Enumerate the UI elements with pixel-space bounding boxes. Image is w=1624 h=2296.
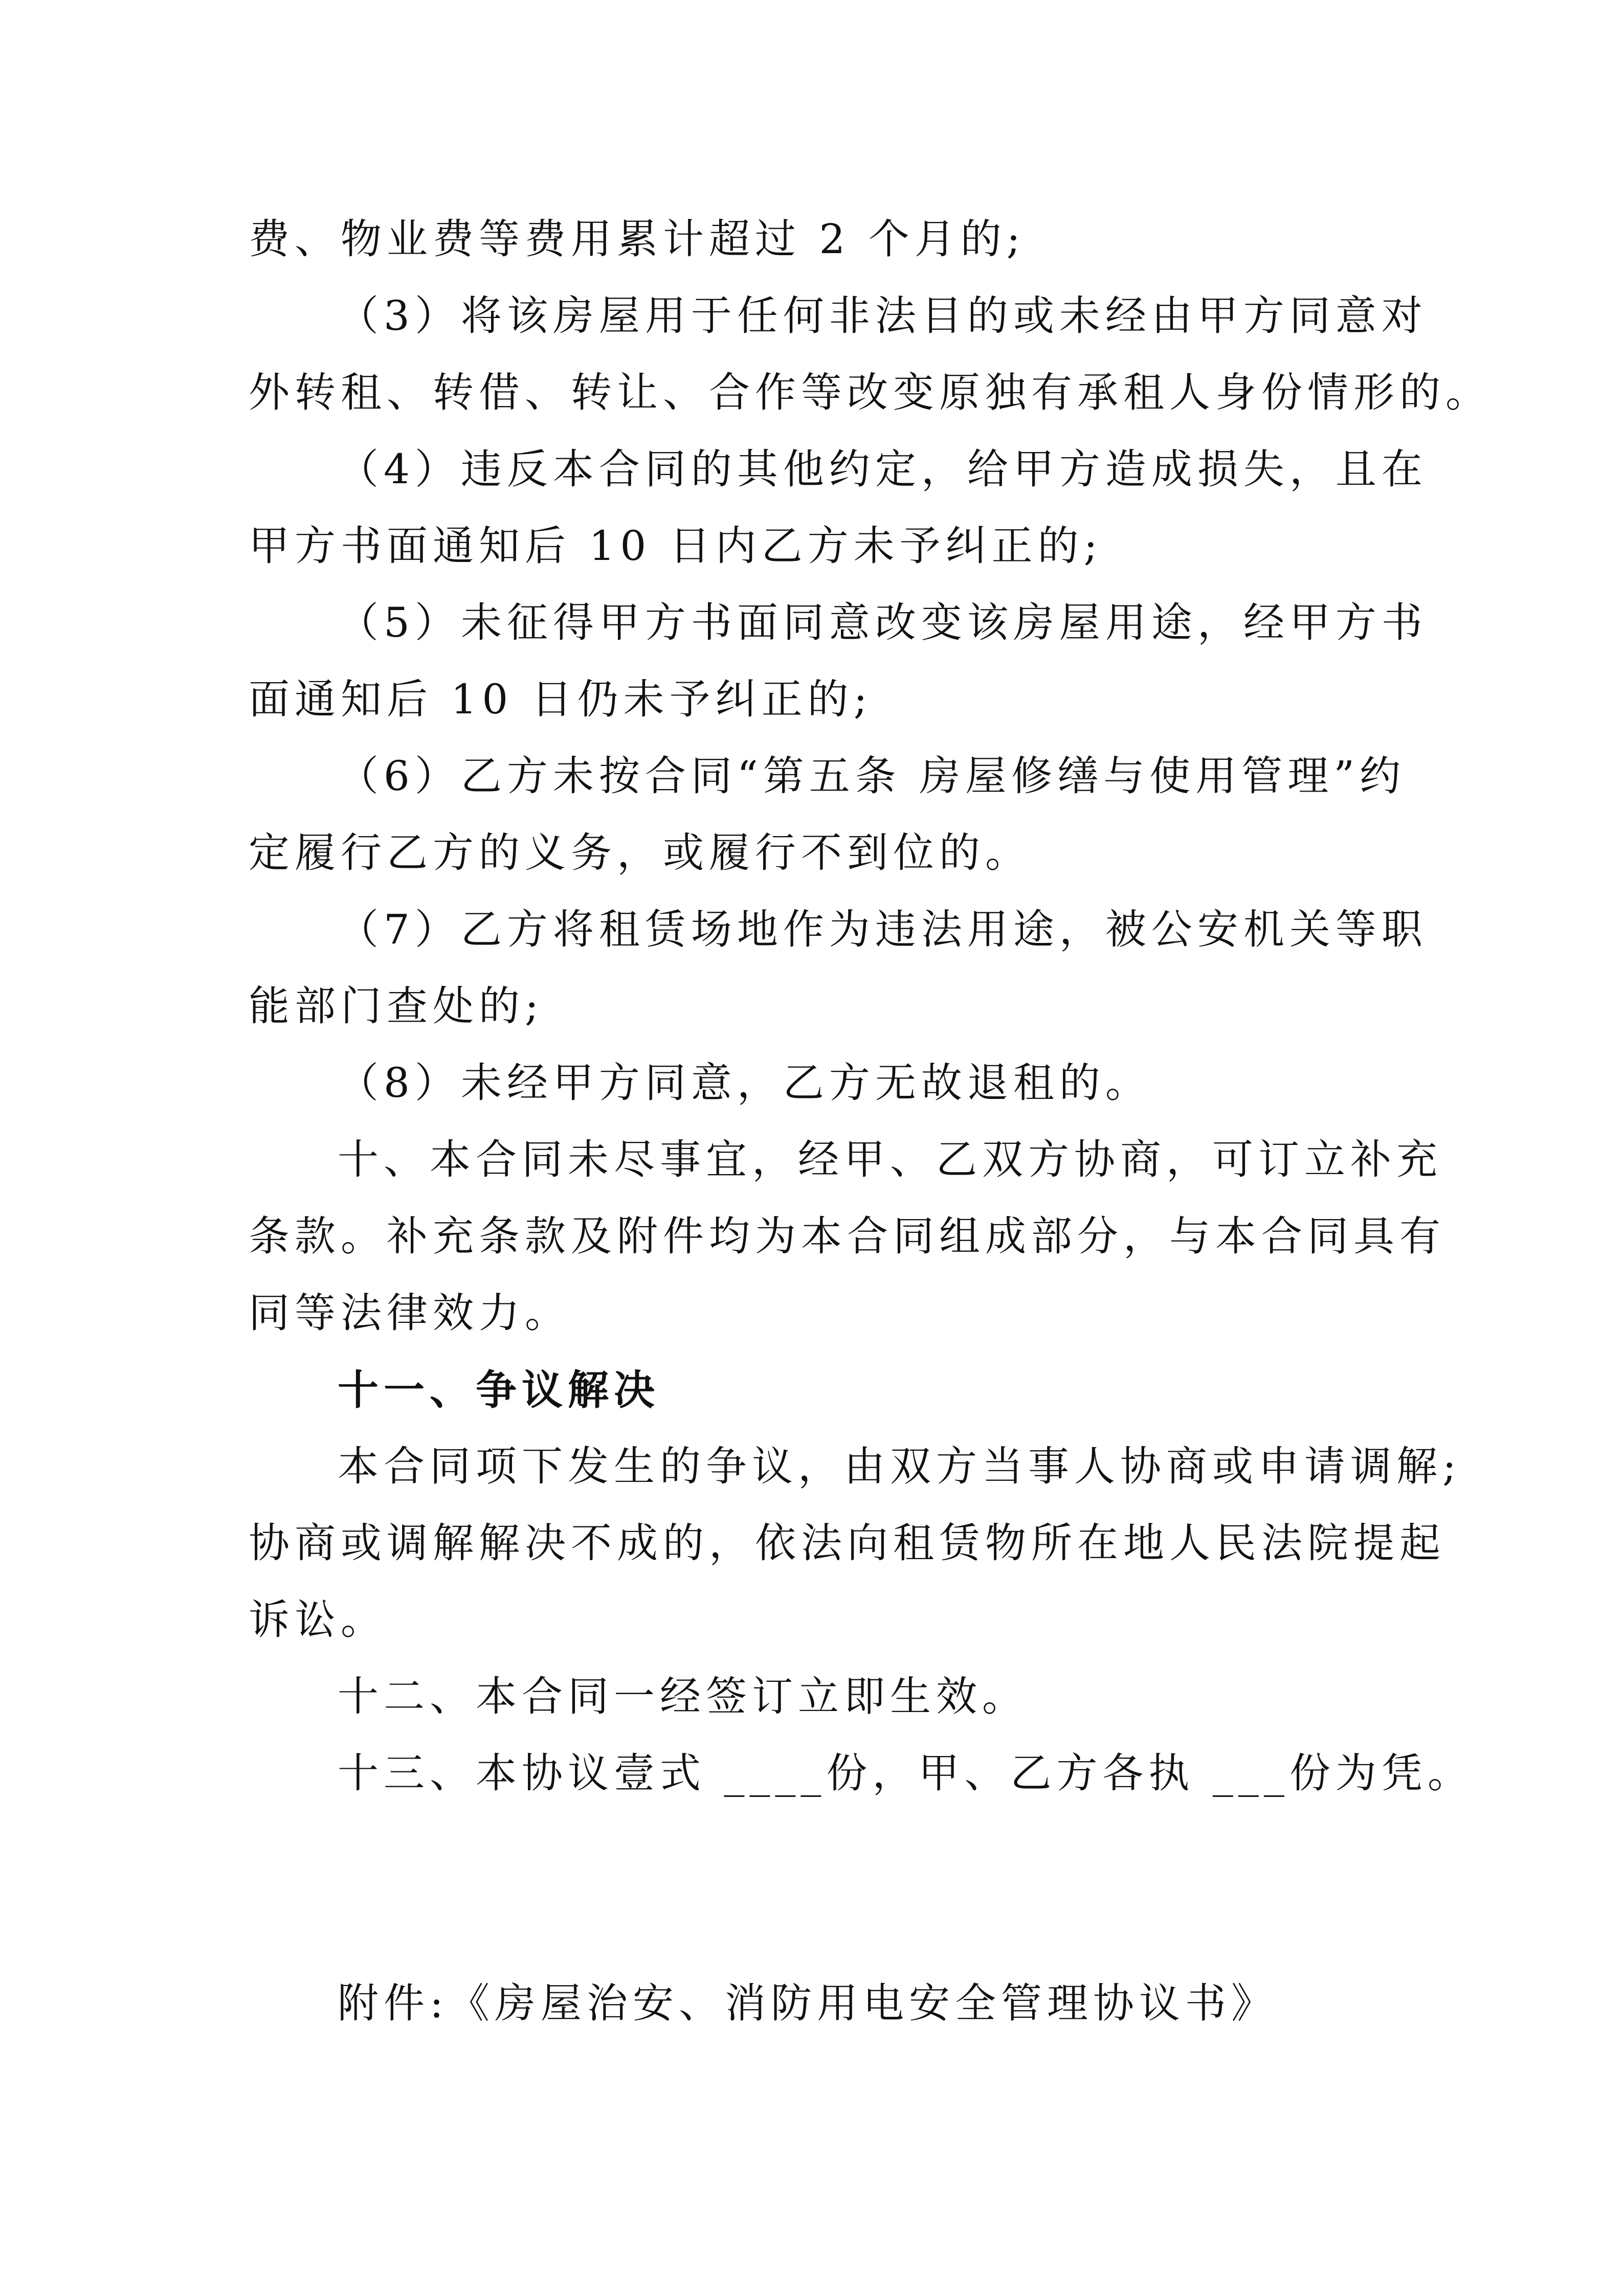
text-line: 协商或调解解决不成的，依法向租赁物所在地人民法院提起	[249, 1519, 1445, 1567]
text-line: 面通知后 10 日仍未予纠正的;	[249, 676, 873, 723]
section-heading: 十一、争议解决	[338, 1366, 660, 1414]
text-line: 定履行乙方的义务，或履行不到位的。	[249, 829, 1031, 876]
text-line: （5）未征得甲方书面同意改变该房屋用途，经甲方书	[338, 599, 1428, 646]
text-line: （8）未经甲方同意，乙方无故退租的。	[338, 1059, 1151, 1107]
text-line: 甲方书面通知后 10 日内乙方未予纠正的;	[249, 522, 1103, 570]
text-line: 诉讼。	[249, 1596, 387, 1644]
text-line: （3）将该房屋用于任何非法目的或未经由甲方同意对	[338, 292, 1428, 340]
text-line: （6）乙方未按合同“第五条 房屋修缮与使用管理”约	[338, 752, 1406, 800]
text-line: 十、本合同未尽事宜，经甲、乙双方协商，可订立补充	[338, 1136, 1442, 1183]
text-line: 条款。补充条款及附件均为本合同组成部分，与本合同具有	[249, 1212, 1445, 1260]
text-line: 本合同项下发生的争议，由双方当事人协商或申请调解;	[338, 1443, 1461, 1490]
attachment-line: 附件:《房屋治安、消防用电安全管理协议书》	[338, 1979, 1277, 2027]
text-line: 能部门查处的;	[249, 982, 544, 1030]
text-line: 同等法律效力。	[249, 1289, 571, 1337]
text-line: 费、物业费等费用累计超过 2 个月的;	[249, 215, 1026, 263]
text-line: 十二、本合同一经签订立即生效。	[338, 1673, 1028, 1720]
text-line: （7）乙方将租赁场地作为违法用途，被公安机关等职	[338, 906, 1428, 953]
text-line: （4）违反本合同的其他约定，给甲方造成损失，且在	[338, 445, 1428, 493]
text-line: 外转租、转借、转让、合作等改变原独有承租人身份情形的。	[249, 369, 1492, 416]
text-line: 十三、本协议壹式 ____份，甲、乙方各执 ___份为凭。	[338, 1749, 1474, 1797]
